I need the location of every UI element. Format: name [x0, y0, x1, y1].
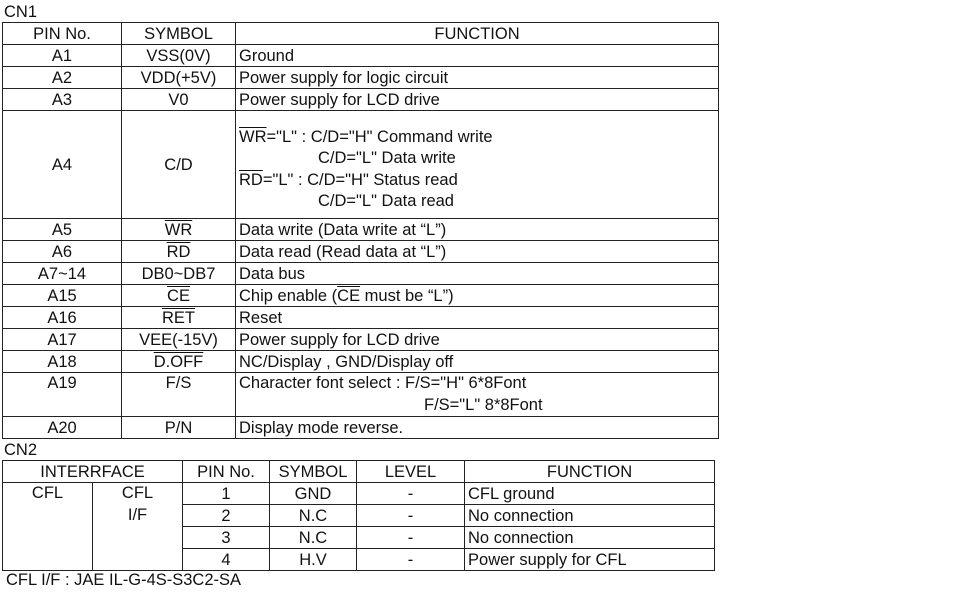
function-header: FUNCTION: [236, 23, 719, 45]
overbar-symbol: $\overline{RD}$: [166, 242, 191, 261]
interface-line: CFL: [121, 484, 154, 502]
pin-header: PIN No.: [3, 23, 122, 45]
function-cell: Data bus: [236, 263, 719, 285]
cn1-label: CN1: [4, 3, 38, 21]
interface-subcell: [93, 483, 183, 571]
level-cell: -: [357, 527, 465, 549]
function-cell: Power supply for LCD drive: [236, 89, 719, 111]
symbol-cell: N.C: [270, 527, 357, 549]
pin-cell: A1: [3, 45, 122, 67]
level-cell: -: [357, 505, 465, 527]
symbol-cell: [122, 307, 236, 329]
function-cell: [236, 111, 719, 219]
symbol-cell: N.C: [270, 505, 357, 527]
pin-cell: A19: [3, 373, 122, 417]
pin-cell: A3: [3, 89, 122, 111]
function-cell: Display mode reverse.: [236, 417, 719, 439]
function-text: must be “L”): [360, 286, 454, 305]
pin-cell: 3: [183, 527, 270, 549]
pin-header: PIN No.: [183, 461, 270, 483]
pin-cell: A17: [3, 329, 122, 351]
overbar-symbol: $\overline{CE}$: [167, 286, 190, 305]
table-row: [3, 417, 719, 439]
table-row: [3, 483, 715, 505]
table-row: [3, 263, 719, 285]
overbar-symbol: D.OFF: [153, 352, 204, 371]
pin-cell: A16: [3, 307, 122, 329]
pin-cell: A20: [3, 417, 122, 439]
symbol-header: SYMBOL: [270, 461, 357, 483]
table-row: [3, 373, 719, 417]
function-cell: Reset: [236, 307, 719, 329]
pin-cell: 1: [183, 483, 270, 505]
pin-cell: A6: [3, 241, 122, 263]
symbol-cell: H.V: [270, 549, 357, 571]
function-line: [239, 170, 715, 192]
table-row: [3, 329, 719, 351]
function-cell: Power supply for logic circuit: [236, 67, 719, 89]
symbol-cell: P/N: [122, 417, 236, 439]
function-cell: Data write (Data write at “L”): [236, 219, 719, 241]
table-row: [3, 111, 719, 219]
overbar-text: $\overline{WR}$: [239, 127, 267, 146]
function-text: ="L" : C/D="H" Status read: [262, 170, 458, 189]
overbar-symbol: $\overline{RET}$: [162, 308, 195, 327]
level-header: LEVEL: [357, 461, 465, 483]
pin-cell: A2: [3, 67, 122, 89]
cn2-label: CN2: [4, 441, 38, 459]
pin-cell: A7~14: [3, 263, 122, 285]
pin-cell: 2: [183, 505, 270, 527]
function-line: F/S="L" 8*8Font: [424, 395, 543, 414]
cn2-header-row: [3, 461, 715, 483]
symbol-cell: VDD(+5V): [122, 67, 236, 89]
function-line: C/D="L" Data read: [318, 192, 454, 210]
symbol-cell: F/S: [122, 373, 236, 417]
function-cell: CFL ground: [465, 483, 715, 505]
function-cell: Power supply for LCD drive: [236, 329, 719, 351]
symbol-cell: VEE(-15V): [122, 329, 236, 351]
function-cell: [236, 373, 719, 417]
cn1-header-row: [3, 23, 719, 45]
cn2-table: [2, 460, 715, 571]
symbol-cell: V0: [122, 89, 236, 111]
function-text: ="L" : C/D="H" Command write: [266, 127, 493, 146]
function-cell: Power supply for CFL: [465, 549, 715, 571]
pin-cell: A15: [3, 285, 122, 307]
overbar-text: $\overline{RD}$: [239, 170, 263, 189]
pin-cell: A5: [3, 219, 122, 241]
function-cell: Ground: [236, 45, 719, 67]
function-cell: No connection: [465, 527, 715, 549]
symbol-cell: C/D: [122, 111, 236, 219]
function-cell: NC/Display , GND/Display off: [236, 351, 719, 373]
symbol-header: SYMBOL: [122, 23, 236, 45]
level-cell: -: [357, 483, 465, 505]
symbol-cell: [122, 219, 236, 241]
function-line: C/D="L" Data write: [318, 149, 456, 167]
overbar-symbol: $\overline{WR}$: [164, 220, 193, 239]
footer-note: CFL I/F : JAE IL-G-4S-S3C2-SA: [6, 571, 242, 589]
table-row: [3, 241, 719, 263]
pin-cell: A4: [3, 111, 122, 219]
symbol-cell: VSS(0V): [122, 45, 236, 67]
table-row: [3, 219, 719, 241]
symbol-cell: [122, 241, 236, 263]
cn1-table: [2, 22, 719, 439]
function-line: Character font select : F/S="H" 6*8Font: [239, 374, 527, 392]
table-row: [3, 285, 719, 307]
overbar-text: $\overline{CE}$: [337, 286, 361, 305]
pin-cell: 4: [183, 549, 270, 571]
function-header: FUNCTION: [465, 461, 715, 483]
symbol-cell: DB0~DB7: [122, 263, 236, 285]
table-row: [3, 89, 719, 111]
symbol-cell: [122, 285, 236, 307]
symbol-cell: [122, 351, 236, 373]
pin-cell: A18: [3, 351, 122, 373]
function-cell: Data read (Read data at “L”): [236, 241, 719, 263]
interface-cell: CFL: [3, 483, 93, 571]
table-row: [3, 307, 719, 329]
table-row: [3, 45, 719, 67]
function-cell: No connection: [465, 505, 715, 527]
table-row: [3, 67, 719, 89]
function-cell: [236, 285, 719, 307]
interface-line: I/F: [127, 505, 148, 524]
table-row: [3, 351, 719, 373]
function-text: Chip enable (: [239, 286, 338, 305]
function-line: [239, 127, 715, 149]
symbol-cell: GND: [270, 483, 357, 505]
level-cell: -: [357, 549, 465, 571]
interface-header: INTERRFACE: [3, 461, 183, 483]
